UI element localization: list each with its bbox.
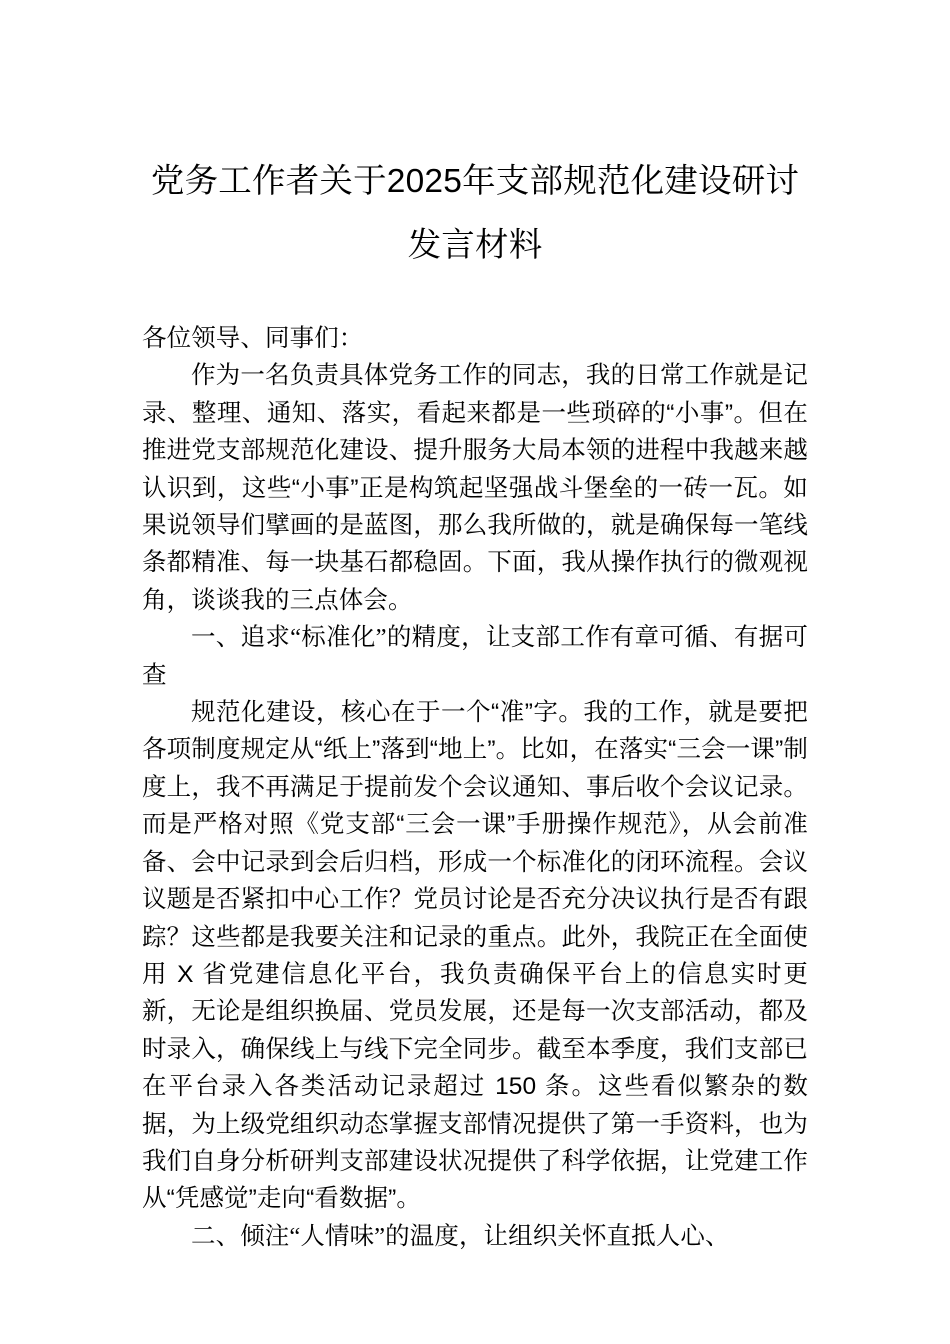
- intro-paragraph: 作为一名负责具体党务工作的同志，我的日常工作就是记录、整理、通知、落实，看起来都是一些琐碎的“小事”。但在推进党支部规范化建设、提升服务大局本领的进程中我越来越认识到，这些“小事”正是构筑起坚强战斗堡垒的一砖一瓦。如果说领导们擘画的是蓝图，那么我所做的，就是确保每一笔线条都精准、每一块基石都稳固。下面，我从操作执行的微观视角，谈谈我的三点体会。: [142, 362, 808, 614]
- page-title: 党务工作者关于2025年支部规范化建设研讨发言材料: [150, 163, 800, 264]
- document-text-column: [142, 0, 808, 1255]
- section-heading-one: 一、追求“标准化”的精度，让支部工作有章可循、有据可查: [142, 624, 808, 689]
- section-heading-two: 二、倾注“人情味”的温度，让组织关怀直抵人心、: [191, 1222, 730, 1250]
- salutation-line: 各位领导、同事们：: [142, 325, 364, 352]
- section-one-paragraph: 规范化建设，核心在于一个“准”字。我的工作，就是要把各项制度规定从“纸上”落到“地上”。比如，在落实“三会一课”制度上，我不再满足于提前发个会议通知、事后收个会议记录。而是严格对照《党支部“三会一课”手册操作规范》，从会前准备、会中记录到会后归档，形成一个标准化的闭环流程。会议议题是否紧扣中心工作？党员讨论是否充分决议执行是否有跟踪？这些都是我要关注和记录的重点。此外，我院正在全面使用 X 省党建信息化平台，我负责确保平台上的信息实时更新，无论是组织换届、党员发展，还是每一次支部活动，都及时录入，确保线上与线下完全同步。截至本季度，我们支部已在平台录入各类活动记录超过 150 条。这些看似繁杂的数据，为上级党组织动态掌握支部情况提供了第一手资料，也为我们自身分析研判支部建设状况提供了科学依据，让党建工作从“凭感觉”走向“看数据”。: [142, 699, 808, 1213]
